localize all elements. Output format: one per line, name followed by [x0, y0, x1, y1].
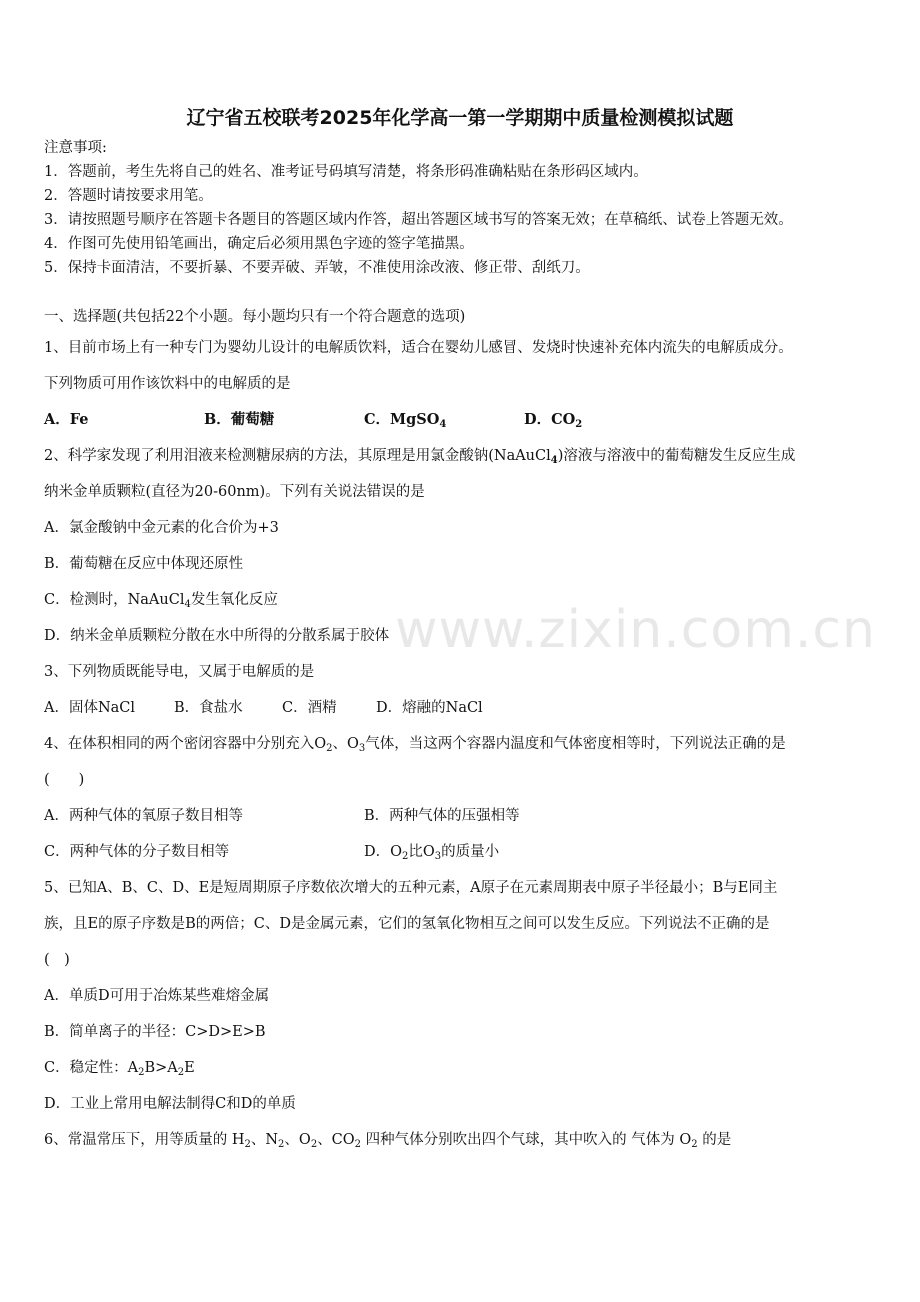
- q5-option-a: A．单质D可用于冶炼某些难熔金属: [44, 988, 270, 1004]
- q2-stem-line2: 纳米金单质颗粒(直径为20-60nm)。下列有关说法错误的是: [44, 484, 425, 500]
- q4-option-b: B．两种气体的压强相等: [364, 808, 520, 824]
- q3-stem: 3、下列物质既能导电，又属于电解质的是: [44, 664, 315, 680]
- q1-option-c: C．MgSO$_4$: [364, 411, 447, 430]
- q1-option-b: B．葡萄糖: [204, 411, 275, 428]
- q3-option-d: D．熔融的NaCl: [376, 700, 483, 716]
- q1-stem-line1: 1、目前市场上有一种专门为婴幼儿设计的电解质饮料，适合在婴幼儿感冒、发烧时快速补充体内流失的电解质成分。: [44, 340, 793, 356]
- q5-option-b: B．简单离子的半径：C>D>E>B: [44, 1024, 266, 1040]
- q4-option-c: C．两种气体的分子数目相等: [44, 844, 230, 860]
- q1-option-a: A．Fe: [44, 411, 89, 428]
- q2-option-c: C．检测时，NaAuCl$_4$发生氧化反应: [44, 592, 278, 610]
- q6-stem: 6、常温常压下，用等质量的 $H_2$、$N_2$、$O_2$、$CO_2$ 四种气体分别吹出四个气球，其中吹入的 气体为 $O_2$ 的是: [44, 1132, 732, 1150]
- q5-option-c: C．稳定性：$A_2B>A_2E$: [44, 1060, 195, 1078]
- notice-item-2: 2．答题时请按要求用笔。: [44, 188, 213, 204]
- q3-option-a: A．固体NaCl: [44, 700, 136, 716]
- q2-stem-line1: 2、科学家发现了利用泪液来检测糖尿病的方法，其原理是用氯金酸钠(NaAuCl$_4$)溶液与溶液中的葡萄糖发生反应生成: [44, 448, 796, 466]
- q5-stem-line3: ( ): [44, 952, 70, 968]
- q2-option-b: B．葡萄糖在反应中体现还原性: [44, 556, 244, 572]
- watermark: www.zixin.com.cn: [395, 600, 876, 660]
- notice-item-5: 5．保持卡面清洁，不要折暴、不要弄破、弄皱，不准使用涂改液、修正带、刮纸刀。: [44, 260, 590, 276]
- q4-stem-line1: 4、在体积相同的两个密闭容器中分别充入$O_2$、$O_3$气体，当这两个容器内温度和气体密度相等时，下列说法正确的是: [44, 736, 786, 754]
- q2-option-d: D．纳米金单质颗粒分散在水中所得的分散系属于胶体: [44, 628, 390, 644]
- notice-heading: 注意事项:: [44, 140, 107, 156]
- q5-stem-line1: 5、已知A、B、C、D、E是短周期原子序数依次增大的五种元素，A原子在元素周期表中原子半径最小；B与E同主: [44, 880, 778, 896]
- notice-item-3: 3．请按照题号顺序在答题卡各题目的答题区域内作答，超出答题区域书写的答案无效；在草稿纸、试卷上答题无效。: [44, 212, 793, 228]
- notice-item-4: 4．作图可先使用铅笔画出，确定后必须用黑色字迹的签字笔描黑。: [44, 236, 474, 252]
- q3-option-c: C．酒精: [282, 700, 337, 716]
- q2-option-a: A．氯金酸钠中金元素的化合价为+3: [44, 520, 279, 536]
- q5-stem-line2: 族，且E的原子序数是B的两倍；C、D是金属元素，它们的氢氧化物相互之间可以发生反应。下列说法不正确的是: [44, 916, 770, 932]
- q3-option-b: B．食盐水: [174, 700, 243, 716]
- q1-stem-line2: 下列物质可用作该饮料中的电解质的是: [44, 376, 291, 392]
- q4-option-a: A．两种气体的氧原子数目相等: [44, 808, 243, 824]
- q1-option-d: D．$CO_2$: [524, 411, 583, 430]
- page-title: 辽宁省五校联考2025年化学高一第一学期期中质量检测模拟试题: [186, 107, 734, 129]
- section-heading: 一、选择题(共包括22个小题。每小题均只有一个符合题意的选项): [44, 309, 466, 325]
- q4-stem-line2: ( ): [44, 772, 85, 788]
- q4-option-d: D．$O_2$比$O_3$的质量小: [364, 844, 500, 862]
- q5-option-d: D．工业上常用电解法制得C和D的单质: [44, 1096, 296, 1112]
- notice-item-1: 1．答题前，考生先将自己的姓名、准考证号码填写清楚，将条形码准确粘贴在条形码区域内。: [44, 164, 648, 180]
